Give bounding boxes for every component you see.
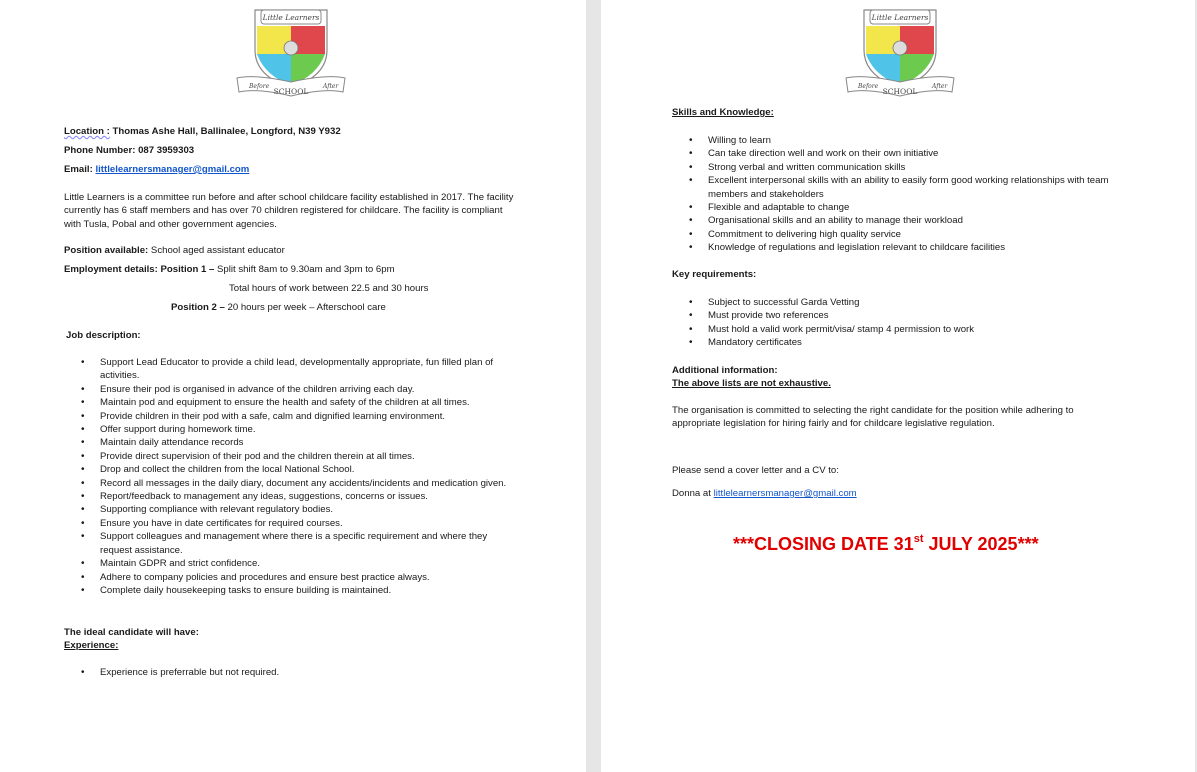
- position-available-label: Position available:: [64, 245, 149, 256]
- list-item: • Adhere to company policies and procedures and ensure best practice always.: [64, 571, 520, 584]
- total-hours: Total hours of work between 22.5 and 30 hours: [229, 283, 429, 294]
- list-item: • Must hold a valid work permit/visa/ stamp 4 permission to work: [672, 323, 1122, 336]
- contact-name: Donna at: [672, 488, 714, 499]
- logo-scroll-center: SCHOOL: [273, 87, 309, 96]
- closing-prefix: ***CLOSING DATE 31: [733, 534, 914, 554]
- phone-number: Phone Number: 087 3959303: [64, 145, 195, 156]
- position2-label: Position 2 –: [171, 302, 225, 313]
- list-item: • Experience is preferrable but not required.: [64, 666, 520, 679]
- position-2: [171, 301, 386, 314]
- list-item: • Flexible and adaptable to change: [672, 201, 1122, 214]
- contact-email-link[interactable]: littlelearnersmanager@gmail.com: [713, 488, 857, 499]
- send-cv-instruction: Please send a cover letter and a CV to:: [672, 465, 839, 476]
- list-item: • Subject to successful Garda Vetting: [672, 296, 1122, 309]
- experience-heading: Experience:: [64, 640, 119, 651]
- logo-banner-text: Little Learners: [262, 13, 320, 22]
- list-item: • Ensure their pod is organised in advance of the children arriving each day.: [64, 383, 520, 396]
- ideal-candidate-heading: The ideal candidate will have:: [64, 627, 199, 638]
- list-item: • Commitment to delivering high quality service: [672, 228, 1122, 241]
- key-requirements-heading: Key requirements:: [672, 269, 757, 280]
- list-item: • Mandatory certificates: [672, 336, 1122, 349]
- list-item: • Provide children in their pod with a safe, calm and dignified learning environment.: [64, 410, 520, 423]
- list-item: • Maintain pod and equipment to ensure the health and safety of the children at all times.: [64, 396, 520, 409]
- logo-scroll-left: Before: [249, 83, 270, 90]
- list-item: • Maintain GDPR and strict confidence.: [64, 557, 520, 570]
- employment-details: [64, 263, 395, 276]
- logo-scroll-right: After: [323, 83, 339, 90]
- school-logo: [235, 4, 347, 100]
- list-item: • Offer support during homework time.: [64, 423, 520, 436]
- closing-date: [733, 532, 1039, 556]
- closing-sup: st: [913, 533, 924, 545]
- list-item: • Support Lead Educator to provide a child lead, developmentally appropriate, fun filled plan of activities.: [64, 356, 520, 383]
- employment-value: Split shift 8am to 9.30am and 3pm to 6pm: [214, 264, 395, 275]
- position-available: [64, 244, 285, 257]
- email-link[interactable]: littlelearnersmanager@gmail.com: [95, 164, 250, 175]
- list-item: • Maintain daily attendance records: [64, 436, 520, 449]
- location-label: Location :: [64, 126, 110, 137]
- key-requirements-list: [672, 296, 1122, 350]
- logo-scroll-right: After: [932, 83, 948, 90]
- list-item: • Willing to learn: [672, 134, 1122, 147]
- experience-list: [64, 666, 520, 679]
- skills-list: [672, 134, 1122, 255]
- contact-line: [672, 487, 857, 500]
- email-line: [64, 163, 249, 176]
- logo-scroll-center: SCHOOL: [882, 87, 918, 96]
- additional-info-heading: Additional information:: [672, 365, 778, 376]
- employment-label: Employment details: Position 1 –: [64, 264, 215, 275]
- list-item: • Provide direct supervision of their pod and the children therein at all times.: [64, 450, 520, 463]
- list-item: • Support colleagues and management where there is a specific requirement and where they request assistance.: [64, 530, 520, 557]
- position2-value: 20 hours per week – Afterschool care: [224, 302, 386, 313]
- list-item: • Excellent interpersonal skills with an ability to easily form good working relationships with team members and stakeholders: [672, 174, 1122, 201]
- logo-banner-text: Little Learners: [871, 13, 929, 22]
- location-value: Thomas Ashe Hall, Ballinalee, Longford, N39 Y932: [109, 126, 341, 137]
- list-item: • Must provide two references: [672, 309, 1122, 322]
- job-description-heading: Job description:: [66, 330, 141, 341]
- list-item: • Can take direction well and work on their own initiative: [672, 147, 1122, 160]
- location-line: [64, 125, 341, 138]
- list-item: • Organisational skills and an ability to manage their workload: [672, 214, 1122, 227]
- position-available-value: School aged assistant educator: [148, 245, 285, 256]
- school-logo: [844, 4, 956, 100]
- not-exhaustive-note: The above lists are not exhaustive.: [672, 378, 831, 389]
- list-item: • Record all messages in the daily diary, document any accidents/incidents and medication given.: [64, 477, 520, 490]
- document-page-1: [0, 0, 586, 772]
- list-item: • Knowledge of regulations and legislation relevant to childcare facilities: [672, 241, 1122, 254]
- list-item: • Drop and collect the children from the local National School.: [64, 463, 520, 476]
- intro-paragraph: Little Learners is a committee run before and after school childcare facility established in 2017. The facility currently has 6 staff members and has over 70 children registered for childcare. The facility is compliant with Tusla, Pobal and other government agencies.: [64, 192, 514, 230]
- list-item: • Complete daily housekeeping tasks to ensure building is maintained.: [64, 584, 520, 597]
- logo-scroll-left: Before: [858, 83, 879, 90]
- list-item: • Strong verbal and written communication skills: [672, 161, 1122, 174]
- document-page-2: [601, 0, 1195, 772]
- commitment-paragraph: The organisation is committed to selecting the right candidate for the position while adhering to appropriate legislation for hiring fairly and for childcare legislative regulation.: [672, 405, 1074, 430]
- list-item: • Ensure you have in date certificates for required courses.: [64, 517, 520, 530]
- email-label: Email:: [64, 164, 96, 175]
- skills-heading: Skills and Knowledge:: [672, 107, 774, 118]
- job-description-list: [64, 356, 520, 597]
- closing-suffix: JULY 2025***: [923, 534, 1039, 554]
- list-item: • Report/feedback to management any ideas, suggestions, concerns or issues.: [64, 490, 520, 503]
- list-item: • Supporting compliance with relevant regulatory bodies.: [64, 503, 520, 516]
